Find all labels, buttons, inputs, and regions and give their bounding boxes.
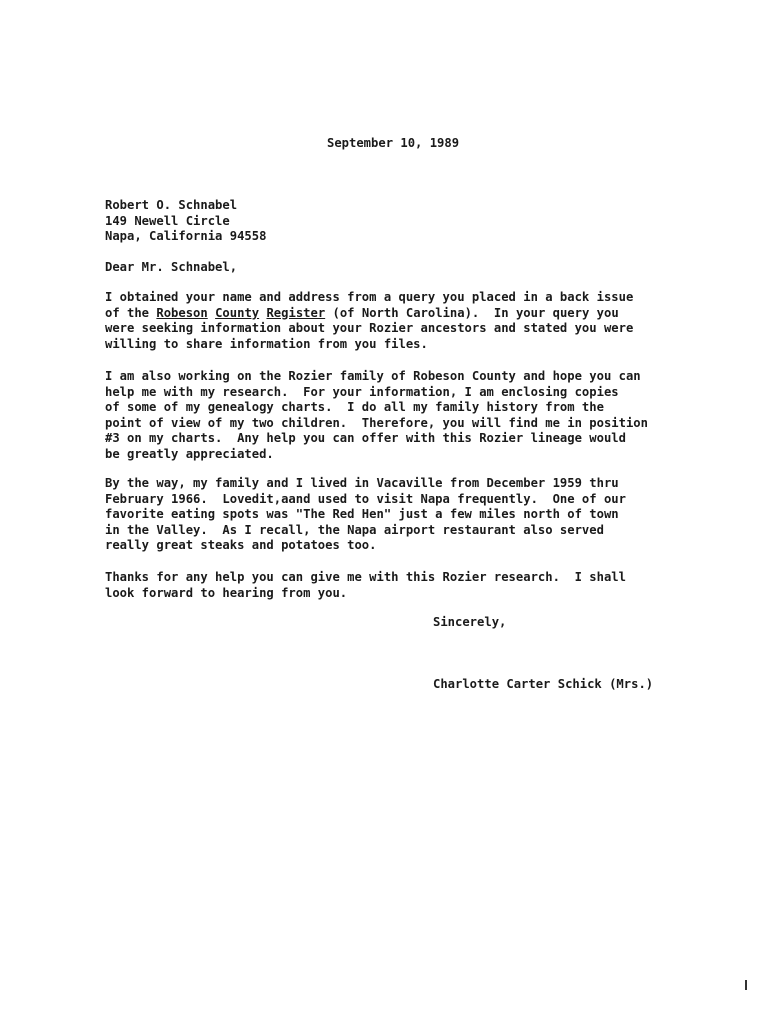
paragraph-1-line: [105, 306, 633, 322]
paragraph-2-line: be greatly appreciated.: [105, 446, 274, 461]
text-fragment: of the: [105, 305, 157, 320]
recipient-name: Robert O. Schnabel: [105, 198, 238, 212]
paragraph-3-line: February 1966. Lovedit,aand used to visit Napa frequently. One of our: [105, 491, 626, 506]
closing: Sincerely,: [433, 615, 507, 629]
letter-date: September 10, 1989: [327, 136, 460, 150]
paragraph-1-line: I obtained your name and address from a query you placed in a back issue: [105, 290, 634, 304]
publication-title-word: Robeson: [156, 305, 208, 320]
text-fragment: (of North Carolina). In your query you: [325, 305, 619, 320]
paragraph-2-line: I am also working on the Rozier family of Robeson County and hope you can: [105, 369, 641, 383]
paragraph-3-line: really great steaks and potatoes too.: [105, 538, 377, 552]
text-fragment: [208, 306, 215, 320]
paragraph-1-line: were seeking information about your Rozier ancestors and stated you were: [105, 321, 634, 335]
paragraph-3-line: favorite eating spots was "The Red Hen" just a few miles north of town: [105, 507, 619, 521]
paragraph-1-line: willing to share information from you files.: [105, 336, 428, 351]
paragraph-3: [105, 476, 626, 554]
paragraph-2-line: help me with my research. For your information, I am enclosing copies: [105, 384, 619, 399]
paragraph-3-line: By the way, my family and I lived in Vacaville from December 1959 thru: [105, 476, 619, 490]
scan-mark: [745, 980, 747, 990]
signature: Charlotte Carter Schick (Mrs.): [433, 677, 654, 691]
paragraph-2-line: #3 on my charts. Any help you can offer with this Rozier lineage would: [105, 431, 626, 445]
paragraph-4-line: look forward to hearing from you.: [105, 585, 348, 600]
recipient-street: 149 Newell Circle: [105, 214, 230, 228]
recipient-city: Napa, California 94558: [105, 229, 267, 243]
paragraph-1: [105, 290, 633, 352]
salutation: Dear Mr. Schnabel,: [105, 260, 238, 274]
paragraph-4: [105, 570, 626, 601]
paragraph-3-line: in the Valley. As I recall, the Napa airport restaurant also served: [105, 522, 604, 537]
publication-title-word: Register: [266, 305, 326, 320]
paragraph-2-line: of some of my genealogy charts. I do all my family history from the: [105, 400, 604, 414]
paragraph-2: [105, 369, 648, 462]
paragraph-2-line: point of view of my two children. Therefore, you will find me in position: [105, 415, 648, 430]
publication-title-word: County: [215, 305, 260, 320]
paragraph-4-line: Thanks for any help you can give me with this Rozier research. I shall: [105, 570, 626, 584]
